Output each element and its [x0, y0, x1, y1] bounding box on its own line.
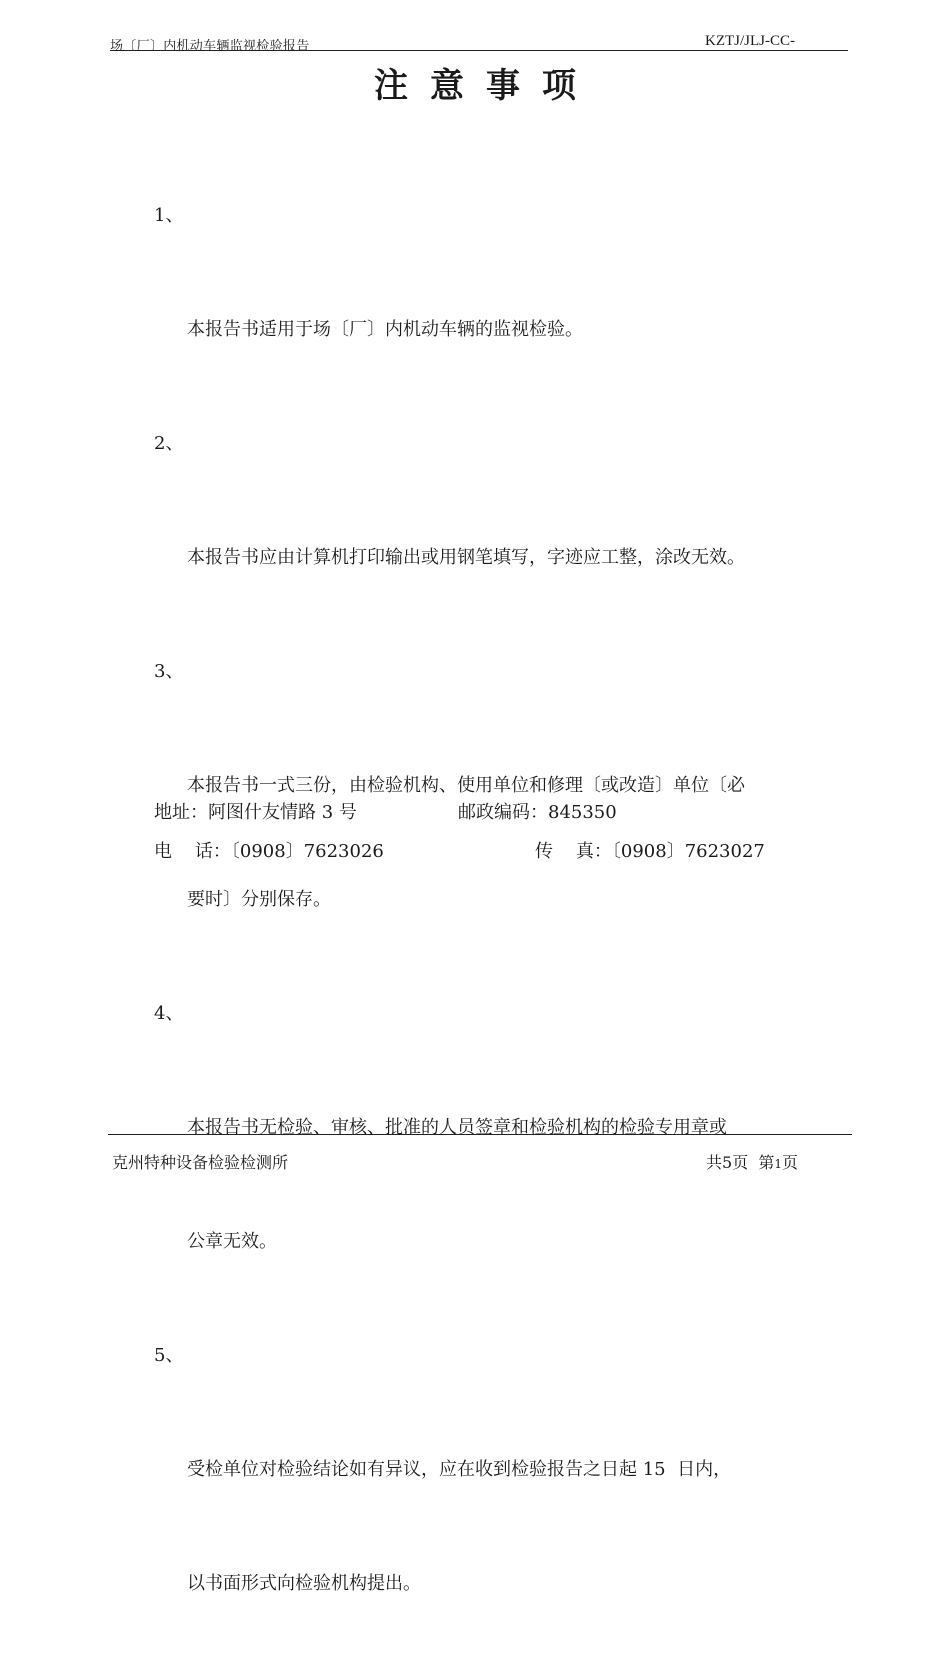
notice-text-line: 以书面形式向检验机构提出。 [187, 1573, 421, 1594]
total-pages: 5 [722, 1153, 733, 1172]
fax-label: 传 真： [535, 841, 612, 862]
phone-row [154, 839, 384, 865]
address-row [154, 800, 357, 826]
notice-number: 4、 [154, 1003, 184, 1024]
notice-number: 1、 [154, 205, 184, 226]
notice-number: 2、 [154, 433, 184, 454]
footer-organization: 克州特种设备检验检测所 [112, 1153, 289, 1172]
notice-text-line: 公章无效。 [187, 1231, 277, 1252]
notice-text-line: 本报告书一式三份，由检验机构、使用单位和修理〔或改造〕单位〔必 [187, 775, 745, 796]
postcode-value: 845350 [548, 802, 617, 823]
notice-list [154, 197, 874, 1679]
total-prefix: 共 [706, 1153, 723, 1172]
total-suffix: 页 第 [732, 1153, 775, 1172]
notice-text-line: 受检单位对检验结论如有异议，应在收到检验报告之日起 15 日内， [187, 1459, 732, 1480]
notice-number: 5、 [154, 1345, 184, 1366]
current-page: 1 [774, 1157, 783, 1171]
current-suffix: 页 [782, 1153, 799, 1172]
address-label: 地址： [154, 802, 208, 823]
notice-item-5 [154, 1337, 874, 1679]
notice-item-1 [154, 197, 874, 425]
notice-text-line: 要时〕分别保存。 [187, 889, 331, 910]
phone-value: 〔0908〕7623026 [230, 841, 384, 862]
address-value: 阿图什友情路 3 号 [208, 802, 357, 823]
notice-text-line: 本报告书适用于场〔厂〕内机动车辆的监视检验。 [187, 319, 583, 340]
footer-divider [108, 1134, 852, 1135]
notice-number: 3、 [154, 661, 184, 682]
postcode-row [458, 800, 617, 826]
notice-item-2 [154, 425, 874, 653]
header-doc-code: KZTJ/JLJ-CC- [705, 33, 795, 49]
header-divider [110, 50, 848, 51]
header-report-name: 场〔厂〕内机动车辆监视检验报告 [110, 39, 310, 54]
notice-text-line: 本报告书应由计算机打印输出或用钢笔填写，字迹应工整，涂改无效。 [187, 547, 745, 568]
fax-value: 〔0908〕7623027 [611, 841, 765, 862]
page-title: 注意事项 [374, 66, 598, 106]
notice-text-line: 本报告书无检验、审核、批准的人员签章和检验机构的检验专用章或 [187, 1117, 727, 1138]
page-counter [706, 1150, 798, 1173]
phone-label: 电 话： [154, 841, 231, 862]
fax-row [535, 839, 765, 865]
postcode-label: 邮政编码： [458, 802, 548, 823]
